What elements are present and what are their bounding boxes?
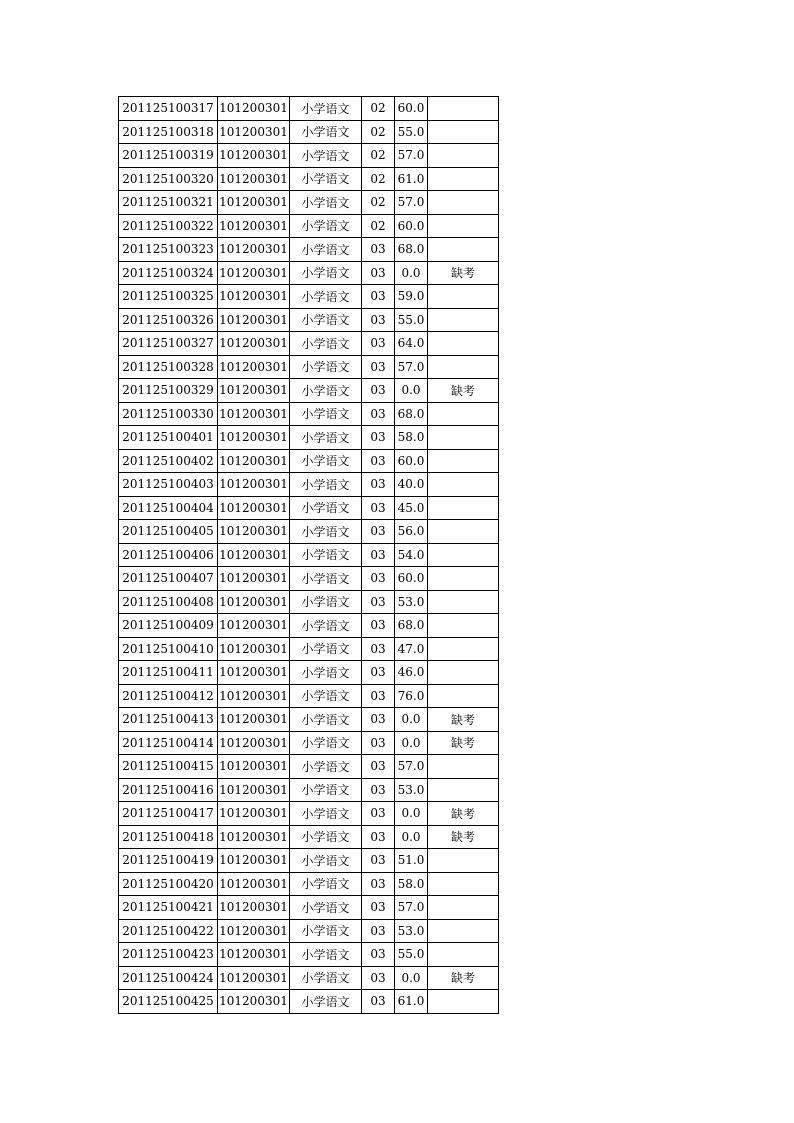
subject-code-cell: 101200301: [218, 614, 290, 638]
remark-cell: [428, 661, 499, 685]
subject-name-cell: 小学语文: [290, 708, 362, 732]
group-cell: 03: [362, 285, 395, 309]
subject-name-cell: 小学语文: [290, 285, 362, 309]
table-row: [119, 802, 499, 826]
group-cell: 03: [362, 872, 395, 896]
subject-code-cell: 101200301: [218, 543, 290, 567]
score-cell: 55.0: [395, 120, 428, 144]
score-cell: 68.0: [395, 402, 428, 426]
subject-code-cell: 101200301: [218, 261, 290, 285]
remark-cell: 缺考: [428, 708, 499, 732]
group-cell: 03: [362, 731, 395, 755]
table-row: [119, 755, 499, 779]
score-cell: 0.0: [395, 261, 428, 285]
group-cell: 03: [362, 919, 395, 943]
candidate-id-cell: 201125100317: [119, 97, 218, 121]
table-row: [119, 379, 499, 403]
subject-name-cell: 小学语文: [290, 919, 362, 943]
group-cell: 03: [362, 825, 395, 849]
candidate-id-cell: 201125100323: [119, 238, 218, 262]
subject-name-cell: 小学语文: [290, 355, 362, 379]
group-cell: 02: [362, 144, 395, 168]
group-cell: 03: [362, 261, 395, 285]
subject-name-cell: 小学语文: [290, 261, 362, 285]
table-row: [119, 308, 499, 332]
candidate-id-cell: 201125100402: [119, 449, 218, 473]
subject-code-cell: 101200301: [218, 778, 290, 802]
group-cell: 03: [362, 943, 395, 967]
table-row: [119, 332, 499, 356]
remark-cell: [428, 496, 499, 520]
candidate-id-cell: 201125100327: [119, 332, 218, 356]
candidate-id-cell: 201125100405: [119, 520, 218, 544]
remark-cell: [428, 426, 499, 450]
subject-code-cell: 101200301: [218, 661, 290, 685]
remark-cell: [428, 402, 499, 426]
remark-cell: [428, 778, 499, 802]
remark-cell: [428, 684, 499, 708]
subject-name-cell: 小学语文: [290, 379, 362, 403]
score-cell: 0.0: [395, 966, 428, 990]
group-cell: 03: [362, 520, 395, 544]
group-cell: 03: [362, 990, 395, 1014]
candidate-id-cell: 201125100330: [119, 402, 218, 426]
subject-code-cell: 101200301: [218, 520, 290, 544]
table-row: [119, 684, 499, 708]
subject-name-cell: 小学语文: [290, 449, 362, 473]
table-row: [119, 872, 499, 896]
score-cell: 68.0: [395, 238, 428, 262]
candidate-id-cell: 201125100329: [119, 379, 218, 403]
candidate-id-cell: 201125100409: [119, 614, 218, 638]
score-cell: 59.0: [395, 285, 428, 309]
score-cell: 0.0: [395, 731, 428, 755]
group-cell: 02: [362, 97, 395, 121]
candidate-id-cell: 201125100321: [119, 191, 218, 215]
subject-code-cell: 101200301: [218, 167, 290, 191]
group-cell: 03: [362, 238, 395, 262]
remark-cell: 缺考: [428, 966, 499, 990]
remark-cell: [428, 614, 499, 638]
subject-name-cell: 小学语文: [290, 825, 362, 849]
remark-cell: [428, 97, 499, 121]
subject-code-cell: 101200301: [218, 426, 290, 450]
candidate-id-cell: 201125100422: [119, 919, 218, 943]
group-cell: 03: [362, 379, 395, 403]
subject-name-cell: 小学语文: [290, 238, 362, 262]
remark-cell: 缺考: [428, 802, 499, 826]
score-cell: 55.0: [395, 943, 428, 967]
remark-cell: [428, 872, 499, 896]
subject-name-cell: 小学语文: [290, 543, 362, 567]
candidate-id-cell: 201125100424: [119, 966, 218, 990]
score-cell: 57.0: [395, 755, 428, 779]
remark-cell: [428, 120, 499, 144]
subject-name-cell: 小学语文: [290, 802, 362, 826]
remark-cell: [428, 896, 499, 920]
table-row: [119, 637, 499, 661]
remark-cell: [428, 543, 499, 567]
remark-cell: [428, 755, 499, 779]
remark-cell: [428, 144, 499, 168]
candidate-id-cell: 201125100318: [119, 120, 218, 144]
table-row: [119, 402, 499, 426]
group-cell: 03: [362, 473, 395, 497]
table-row: [119, 825, 499, 849]
candidate-id-cell: 201125100415: [119, 755, 218, 779]
table-row: [119, 238, 499, 262]
subject-name-cell: 小学语文: [290, 614, 362, 638]
remark-cell: [428, 473, 499, 497]
score-table-body: [119, 97, 499, 1014]
score-cell: 53.0: [395, 590, 428, 614]
group-cell: 03: [362, 849, 395, 873]
subject-name-cell: 小学语文: [290, 496, 362, 520]
subject-name-cell: 小学语文: [290, 872, 362, 896]
remark-cell: 缺考: [428, 825, 499, 849]
score-cell: 51.0: [395, 849, 428, 873]
remark-cell: [428, 332, 499, 356]
table-row: [119, 285, 499, 309]
remark-cell: [428, 191, 499, 215]
candidate-id-cell: 201125100401: [119, 426, 218, 450]
table-row: [119, 849, 499, 873]
candidate-id-cell: 201125100425: [119, 990, 218, 1014]
score-cell: 57.0: [395, 144, 428, 168]
subject-name-cell: 小学语文: [290, 849, 362, 873]
score-cell: 58.0: [395, 426, 428, 450]
subject-code-cell: 101200301: [218, 637, 290, 661]
candidate-id-cell: 201125100411: [119, 661, 218, 685]
table-row: [119, 473, 499, 497]
table-row: [119, 567, 499, 591]
score-cell: 60.0: [395, 567, 428, 591]
subject-name-cell: 小学语文: [290, 966, 362, 990]
subject-name-cell: 小学语文: [290, 402, 362, 426]
score-cell: 45.0: [395, 496, 428, 520]
remark-cell: [428, 567, 499, 591]
remark-cell: [428, 943, 499, 967]
subject-code-cell: 101200301: [218, 308, 290, 332]
candidate-id-cell: 201125100412: [119, 684, 218, 708]
candidate-id-cell: 201125100403: [119, 473, 218, 497]
score-cell: 53.0: [395, 919, 428, 943]
subject-name-cell: 小学语文: [290, 167, 362, 191]
subject-name-cell: 小学语文: [290, 755, 362, 779]
candidate-id-cell: 201125100407: [119, 567, 218, 591]
group-cell: 03: [362, 614, 395, 638]
candidate-id-cell: 201125100326: [119, 308, 218, 332]
group-cell: 03: [362, 755, 395, 779]
table-row: [119, 144, 499, 168]
score-table: [118, 96, 499, 1014]
remark-cell: [428, 285, 499, 309]
remark-cell: [428, 238, 499, 262]
remark-cell: [428, 214, 499, 238]
subject-name-cell: 小学语文: [290, 520, 362, 544]
subject-code-cell: 101200301: [218, 990, 290, 1014]
subject-code-cell: 101200301: [218, 590, 290, 614]
subject-name-cell: 小学语文: [290, 990, 362, 1014]
table-row: [119, 120, 499, 144]
remark-cell: 缺考: [428, 731, 499, 755]
group-cell: 03: [362, 567, 395, 591]
subject-name-cell: 小学语文: [290, 120, 362, 144]
subject-name-cell: 小学语文: [290, 637, 362, 661]
table-row: [119, 97, 499, 121]
subject-name-cell: 小学语文: [290, 97, 362, 121]
score-cell: 54.0: [395, 543, 428, 567]
candidate-id-cell: 201125100416: [119, 778, 218, 802]
group-cell: 02: [362, 120, 395, 144]
candidate-id-cell: 201125100319: [119, 144, 218, 168]
score-cell: 60.0: [395, 214, 428, 238]
subject-name-cell: 小学语文: [290, 778, 362, 802]
candidate-id-cell: 201125100325: [119, 285, 218, 309]
group-cell: 03: [362, 543, 395, 567]
remark-cell: 缺考: [428, 379, 499, 403]
subject-code-cell: 101200301: [218, 473, 290, 497]
table-row: [119, 778, 499, 802]
table-row: [119, 191, 499, 215]
remark-cell: [428, 308, 499, 332]
table-row: [119, 731, 499, 755]
subject-name-cell: 小学语文: [290, 426, 362, 450]
subject-code-cell: 101200301: [218, 120, 290, 144]
table-row: [119, 261, 499, 285]
group-cell: 03: [362, 449, 395, 473]
table-row: [119, 167, 499, 191]
group-cell: 03: [362, 661, 395, 685]
score-cell: 64.0: [395, 332, 428, 356]
subject-code-cell: 101200301: [218, 449, 290, 473]
candidate-id-cell: 201125100320: [119, 167, 218, 191]
table-row: [119, 896, 499, 920]
score-cell: 68.0: [395, 614, 428, 638]
group-cell: 02: [362, 167, 395, 191]
score-cell: 57.0: [395, 355, 428, 379]
group-cell: 03: [362, 778, 395, 802]
subject-code-cell: 101200301: [218, 97, 290, 121]
candidate-id-cell: 201125100417: [119, 802, 218, 826]
subject-name-cell: 小学语文: [290, 661, 362, 685]
remark-cell: [428, 167, 499, 191]
group-cell: 03: [362, 426, 395, 450]
subject-code-cell: 101200301: [218, 849, 290, 873]
remark-cell: [428, 520, 499, 544]
candidate-id-cell: 201125100322: [119, 214, 218, 238]
remark-cell: [428, 990, 499, 1014]
table-row: [119, 614, 499, 638]
subject-code-cell: 101200301: [218, 708, 290, 732]
score-cell: 55.0: [395, 308, 428, 332]
candidate-id-cell: 201125100423: [119, 943, 218, 967]
candidate-id-cell: 201125100421: [119, 896, 218, 920]
group-cell: 03: [362, 355, 395, 379]
score-cell: 57.0: [395, 191, 428, 215]
subject-name-cell: 小学语文: [290, 214, 362, 238]
subject-code-cell: 101200301: [218, 332, 290, 356]
table-row: [119, 496, 499, 520]
score-cell: 46.0: [395, 661, 428, 685]
table-row: [119, 943, 499, 967]
table-row: [119, 966, 499, 990]
remark-cell: [428, 590, 499, 614]
subject-code-cell: 101200301: [218, 402, 290, 426]
candidate-id-cell: 201125100328: [119, 355, 218, 379]
group-cell: 02: [362, 214, 395, 238]
table-row: [119, 426, 499, 450]
score-cell: 0.0: [395, 379, 428, 403]
candidate-id-cell: 201125100406: [119, 543, 218, 567]
subject-code-cell: 101200301: [218, 966, 290, 990]
subject-code-cell: 101200301: [218, 943, 290, 967]
subject-code-cell: 101200301: [218, 567, 290, 591]
table-row: [119, 355, 499, 379]
group-cell: 03: [362, 308, 395, 332]
subject-code-cell: 101200301: [218, 825, 290, 849]
subject-name-cell: 小学语文: [290, 896, 362, 920]
subject-code-cell: 101200301: [218, 379, 290, 403]
table-row: [119, 919, 499, 943]
candidate-id-cell: 201125100408: [119, 590, 218, 614]
subject-code-cell: 101200301: [218, 684, 290, 708]
subject-name-cell: 小学语文: [290, 473, 362, 497]
score-cell: 0.0: [395, 825, 428, 849]
score-cell: 61.0: [395, 167, 428, 191]
subject-code-cell: 101200301: [218, 191, 290, 215]
table-row: [119, 590, 499, 614]
remark-cell: [428, 919, 499, 943]
score-cell: 56.0: [395, 520, 428, 544]
table-row: [119, 990, 499, 1014]
score-cell: 0.0: [395, 708, 428, 732]
group-cell: 03: [362, 896, 395, 920]
subject-code-cell: 101200301: [218, 144, 290, 168]
subject-code-cell: 101200301: [218, 802, 290, 826]
group-cell: 02: [362, 191, 395, 215]
subject-code-cell: 101200301: [218, 355, 290, 379]
subject-name-cell: 小学语文: [290, 567, 362, 591]
subject-code-cell: 101200301: [218, 755, 290, 779]
score-cell: 47.0: [395, 637, 428, 661]
table-row: [119, 520, 499, 544]
candidate-id-cell: 201125100413: [119, 708, 218, 732]
subject-name-cell: 小学语文: [290, 332, 362, 356]
score-cell: 60.0: [395, 97, 428, 121]
subject-code-cell: 101200301: [218, 214, 290, 238]
subject-code-cell: 101200301: [218, 896, 290, 920]
table-row: [119, 708, 499, 732]
remark-cell: [428, 849, 499, 873]
candidate-id-cell: 201125100420: [119, 872, 218, 896]
remark-cell: 缺考: [428, 261, 499, 285]
score-cell: 40.0: [395, 473, 428, 497]
group-cell: 03: [362, 966, 395, 990]
subject-code-cell: 101200301: [218, 496, 290, 520]
candidate-id-cell: 201125100324: [119, 261, 218, 285]
group-cell: 03: [362, 684, 395, 708]
score-cell: 76.0: [395, 684, 428, 708]
subject-code-cell: 101200301: [218, 285, 290, 309]
group-cell: 03: [362, 637, 395, 661]
group-cell: 03: [362, 802, 395, 826]
remark-cell: [428, 355, 499, 379]
subject-name-cell: 小学语文: [290, 308, 362, 332]
remark-cell: [428, 637, 499, 661]
score-cell: 61.0: [395, 990, 428, 1014]
subject-name-cell: 小学语文: [290, 684, 362, 708]
subject-code-cell: 101200301: [218, 238, 290, 262]
score-cell: 0.0: [395, 802, 428, 826]
candidate-id-cell: 201125100410: [119, 637, 218, 661]
subject-name-cell: 小学语文: [290, 590, 362, 614]
subject-name-cell: 小学语文: [290, 731, 362, 755]
candidate-id-cell: 201125100419: [119, 849, 218, 873]
subject-code-cell: 101200301: [218, 731, 290, 755]
score-cell: 58.0: [395, 872, 428, 896]
score-cell: 60.0: [395, 449, 428, 473]
remark-cell: [428, 449, 499, 473]
table-row: [119, 661, 499, 685]
score-cell: 57.0: [395, 896, 428, 920]
score-cell: 53.0: [395, 778, 428, 802]
subject-code-cell: 101200301: [218, 872, 290, 896]
subject-name-cell: 小学语文: [290, 191, 362, 215]
candidate-id-cell: 201125100418: [119, 825, 218, 849]
subject-name-cell: 小学语文: [290, 144, 362, 168]
group-cell: 03: [362, 708, 395, 732]
candidate-id-cell: 201125100404: [119, 496, 218, 520]
candidate-id-cell: 201125100414: [119, 731, 218, 755]
table-row: [119, 543, 499, 567]
table-row: [119, 214, 499, 238]
group-cell: 03: [362, 590, 395, 614]
subject-name-cell: 小学语文: [290, 943, 362, 967]
group-cell: 03: [362, 496, 395, 520]
group-cell: 03: [362, 332, 395, 356]
table-row: [119, 449, 499, 473]
subject-code-cell: 101200301: [218, 919, 290, 943]
group-cell: 03: [362, 402, 395, 426]
